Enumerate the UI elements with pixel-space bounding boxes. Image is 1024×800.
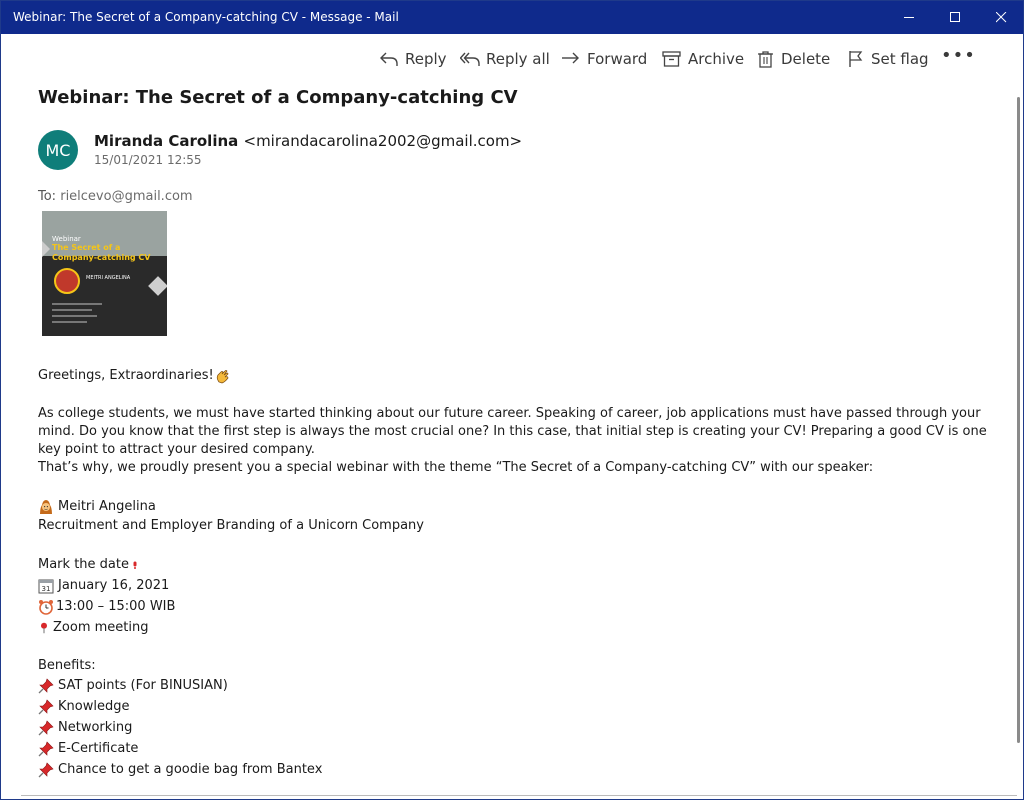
paragraph-2: That’s why, we proudly present you a special webinar with the theme “The Secret of a Company-catching CV” with our speaker: <box>38 460 874 475</box>
set-flag-button[interactable] <box>847 47 929 71</box>
poster-arrow-right-icon <box>148 276 167 296</box>
poster-title-line1: The Secret of a <box>52 243 121 252</box>
reply-all-icon <box>460 50 480 68</box>
reply-all-button[interactable] <box>460 47 550 71</box>
title-bar <box>1 1 1023 34</box>
poster-text-line <box>52 315 97 317</box>
greeting-line <box>38 365 998 386</box>
recipients <box>38 189 193 204</box>
benefit-text: Networking <box>58 719 133 735</box>
pushpin-icon <box>38 720 54 736</box>
poster-speaker-photo <box>54 268 80 294</box>
alarm-clock-icon <box>38 599 54 615</box>
poster-arrow-left-icon <box>42 241 50 257</box>
mark-date-text: Mark the date <box>38 556 129 572</box>
event-place-line <box>38 617 998 638</box>
minimize-icon <box>904 12 915 23</box>
event-place: Zoom meeting <box>53 619 149 635</box>
window-title: Webinar: The Secret of a Company-catching CV - Message - Mail <box>13 10 399 24</box>
maximize-button[interactable] <box>932 1 978 34</box>
waving-hand-icon <box>215 368 231 384</box>
maximize-icon <box>950 12 961 23</box>
sender-email: <mirandacarolina2002@gmail.com> <box>243 132 523 150</box>
svg-text:31: 31 <box>41 584 51 593</box>
more-icon: ••• <box>941 44 976 66</box>
poster-text-line <box>52 309 92 311</box>
benefit-item <box>38 738 998 759</box>
trash-icon <box>757 50 775 68</box>
speaker-line <box>38 496 998 517</box>
benefit-text: E-Certificate <box>58 740 139 756</box>
paragraph-1: As college students, we must have started thinking about our future career. Speaking of career, job applications must have passed through your mind. Do you know that the first step is always the most crucial one? In this case, that initial step is creating your CV! Preparing a good CV is one key point to attract your desired company. <box>38 406 987 457</box>
benefits-label: Benefits: <box>38 658 96 673</box>
sender-name: Miranda Carolina <box>94 132 239 150</box>
event-date: January 16, 2021 <box>58 577 170 593</box>
benefit-text: Knowledge <box>58 698 130 714</box>
pushpin-icon <box>38 741 54 757</box>
benefit-item <box>38 675 998 696</box>
poster-speaker: MEITRI ANGELINA <box>86 275 131 281</box>
benefit-item <box>38 717 998 738</box>
reply-button[interactable] <box>379 47 447 71</box>
archive-label: Archive <box>688 50 745 68</box>
forward-label: Forward <box>587 50 648 68</box>
message-body <box>38 365 998 780</box>
close-icon <box>996 12 1007 23</box>
to-label: To: <box>38 189 57 204</box>
sender[interactable] <box>94 132 522 150</box>
event-date-line <box>38 575 998 596</box>
poster-label: Webinar <box>52 235 81 243</box>
pushpin-icon <box>38 678 54 694</box>
delete-label: Delete <box>781 50 831 68</box>
close-button[interactable] <box>978 1 1024 34</box>
benefit-item <box>38 759 998 780</box>
event-time: 13:00 – 15:00 WIB <box>56 598 176 614</box>
reply-all-label: Reply all <box>486 50 550 68</box>
woman-icon <box>38 499 54 515</box>
set-flag-label: Set flag <box>871 50 929 68</box>
recipient-address[interactable]: rielcevo@gmail.com <box>60 189 193 204</box>
event-time-line <box>38 596 998 617</box>
message-toolbar <box>1 41 1023 77</box>
exclamation-icon <box>131 557 139 573</box>
archive-icon <box>662 50 682 68</box>
benefit-text: SAT points (For BINUSIAN) <box>58 677 228 693</box>
speaker-name: Meitri Angelina <box>58 498 156 514</box>
more-options-button[interactable] <box>941 43 976 67</box>
avatar-initials: MC <box>45 140 71 160</box>
greeting-text: Greetings, Extraordinaries! <box>38 367 214 383</box>
poster-title-line2: Company-catching CV <box>52 253 151 262</box>
minimize-button[interactable] <box>886 1 932 34</box>
divider <box>21 795 1017 796</box>
speaker-role: Recruitment and Employer Branding of a Unicorn Company <box>38 518 424 533</box>
mark-date-line <box>38 554 998 575</box>
message-subject: Webinar: The Secret of a Company-catching CV <box>38 87 518 108</box>
flag-icon <box>847 50 865 68</box>
avatar <box>38 130 78 170</box>
forward-icon <box>561 50 581 68</box>
pushpin-icon <box>38 699 54 715</box>
forward-button[interactable] <box>561 47 647 71</box>
benefit-text: Chance to get a goodie bag from Bantex <box>58 761 323 777</box>
delete-button[interactable] <box>757 47 830 71</box>
reply-icon <box>379 50 399 68</box>
archive-button[interactable] <box>662 47 744 71</box>
attachment-poster-image[interactable] <box>42 211 167 336</box>
pin-icon <box>38 620 50 636</box>
message-date: 15/01/2021 12:55 <box>94 153 202 167</box>
scrollbar[interactable] <box>1017 97 1020 743</box>
pushpin-icon <box>38 762 54 778</box>
poster-text-line <box>52 321 87 323</box>
calendar-icon <box>38 578 54 594</box>
reply-label: Reply <box>405 50 447 68</box>
benefit-item <box>38 696 998 717</box>
poster-text-line <box>52 303 102 305</box>
